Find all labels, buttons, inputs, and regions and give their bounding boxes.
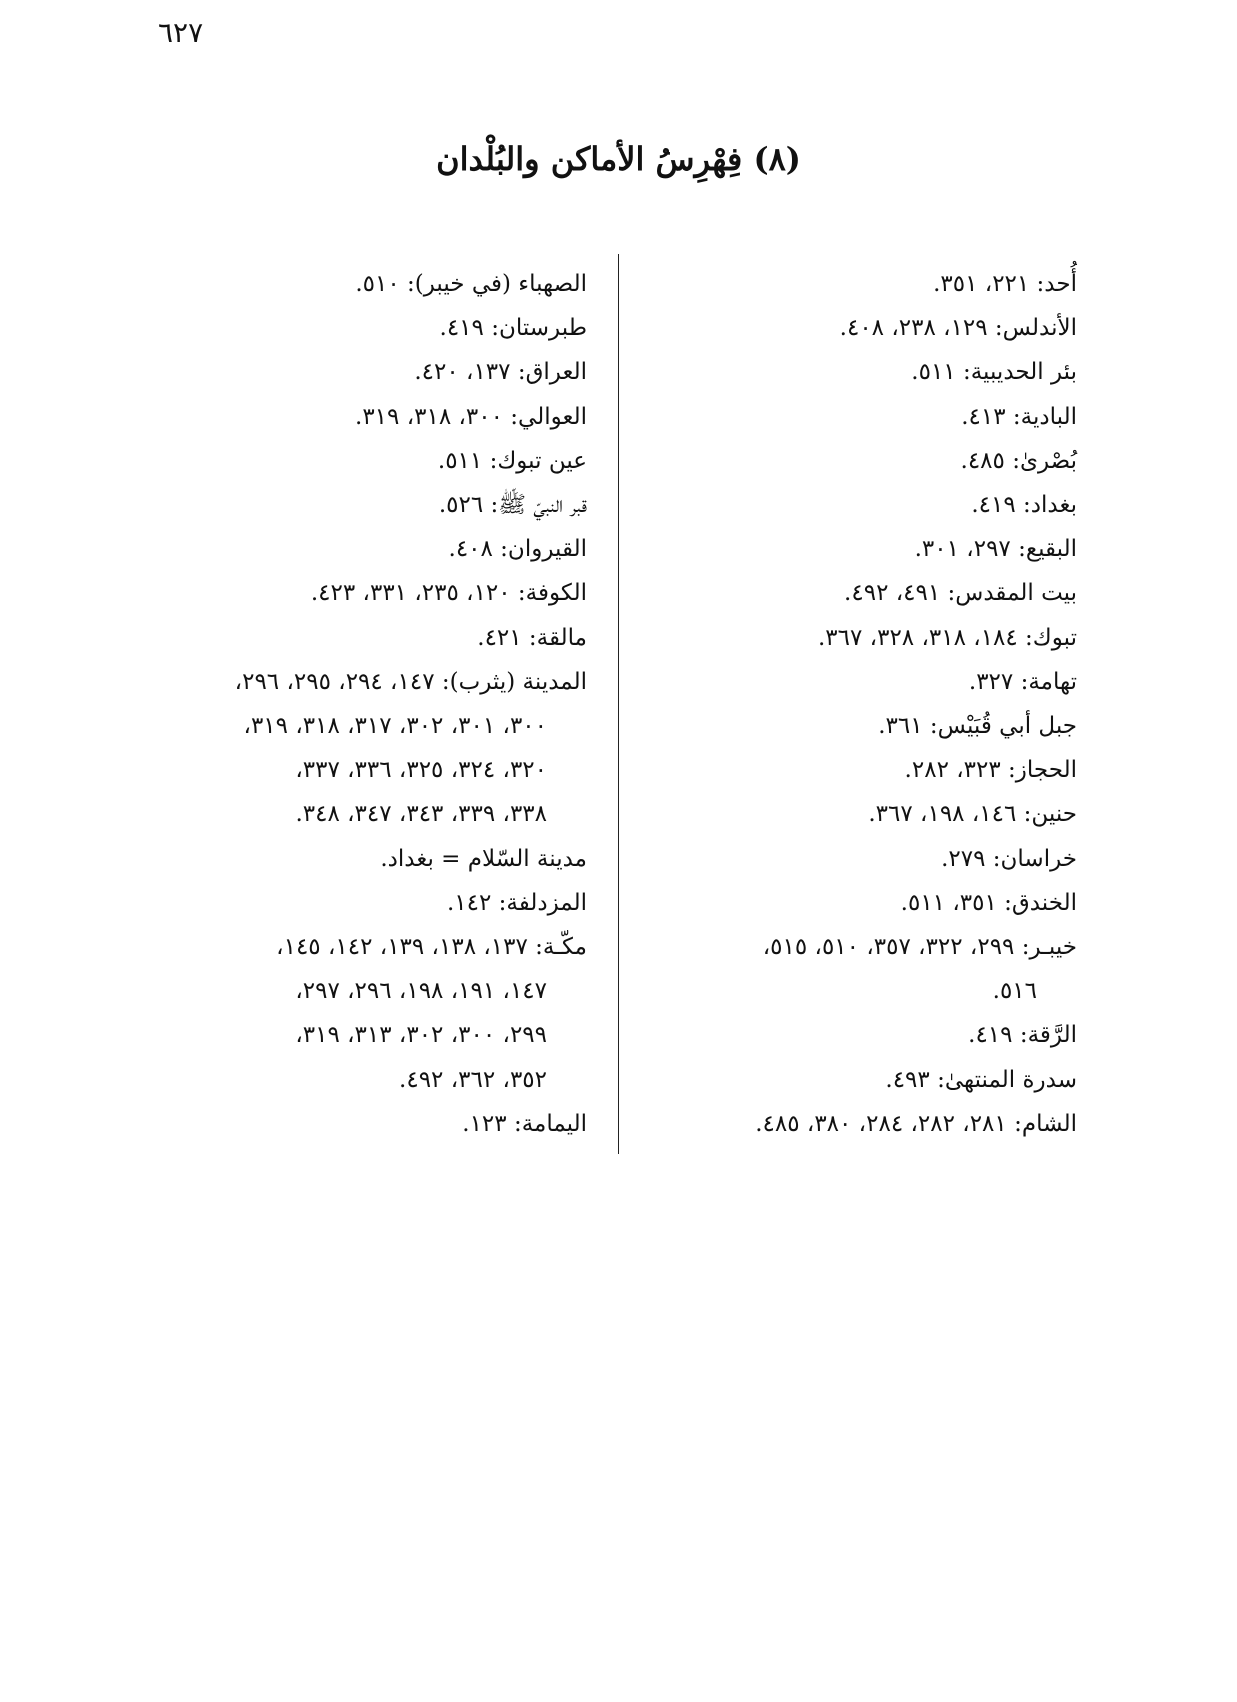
index-entry: الأندلس: ١٢٩، ٢٣٨، ٤٠٨. [839,315,1077,342]
index-entry: الكوفة: ١٢٠، ٢٣٥، ٣٣١، ٤٢٣. [310,580,587,607]
index-entry: عين تبوك: ٥١١. [437,447,587,474]
index-entry: اليمامة: ١٢٣. [462,1110,587,1137]
index-entry: الخندق: ٣٥١، ٥١١. [900,889,1077,916]
index-entry: تبوك: ١٨٤، ٣١٨، ٣٢٨، ٣٦٧. [817,624,1077,651]
index-entry: العراق: ١٣٧، ٤٢٠. [414,359,587,386]
index-entry: مدينة السّلام = بغداد. [380,845,587,872]
index-entry: البادية: ٤١٣. [961,403,1077,430]
index-entry: بيت المقدس: ٤٩١، ٤٩٢. [844,580,1077,607]
index-entry: بغداد: ٤١٩. [971,492,1077,519]
index-entry: الصهباء (في خيبر): ٥١٠. [355,271,587,297]
index-entry-continuation: ٣٢٠، ٣٢٤، ٣٢٥، ٣٣٦، ٣٣٧، [295,757,547,784]
index-entry: قبر النبيّ ﷺ: ٥٢٦. [438,492,587,519]
index-entry: طبرستان: ٤١٩. [439,315,587,342]
index-entry: خيبـر: ٢٩٩، ٣٢٢، ٣٥٧، ٥١٠، ٥١٥، [762,934,1077,961]
index-entry: خراسان: ٢٧٩. [941,845,1077,872]
page-title: (٨) فِهْرِسُ الأماكن والبُلْدان [436,140,801,178]
index-entry: القيروان: ٤٠٨. [448,536,587,563]
index-entry-continuation: ١٤٧، ١٩١، ١٩٨، ٢٩٦، ٢٩٧، [295,978,547,1005]
index-column-right [627,262,1077,1146]
page-number: ٦٢٧ [158,16,204,49]
index-entry: مكّـة: ١٣٧، ١٣٨، ١٣٩، ١٤٢، ١٤٥، [276,934,587,961]
index-entry: العوالي: ٣٠٠، ٣١٨، ٣١٩. [355,403,587,430]
index-entry-continuation: ٢٩٩، ٣٠٠، ٣٠٢، ٣١٣، ٣١٩، [295,1022,547,1049]
index-entry: تهامة: ٣٢٧. [968,668,1077,695]
index-entry: سدرة المنتهىٰ: ٤٩٣. [885,1066,1077,1093]
index-entry: المدينة (يثرب): ١٤٧، ٢٩٤، ٢٩٥، ٢٩٦، [234,668,587,695]
index-entry-continuation: ٣٣٨، ٣٣٩، ٣٤٣، ٣٤٧، ٣٤٨. [295,801,547,828]
index-entry: بُصْرىٰ: ٤٨٥. [960,447,1077,474]
index-entry: أُحد: ٢٢١، ٣٥١. [933,271,1077,297]
index-entry: بئر الحديبية: ٥١١. [911,359,1077,386]
index-entry: جبل أبي قُبَيْس: ٣٦١. [878,713,1077,740]
index-entry: المزدلفة: ١٤٢. [446,889,587,916]
index-column-left [147,262,587,1146]
index-entry: مالقة: ٤٢١. [477,624,587,651]
index-entry-continuation: ٣٠٠، ٣٠١، ٣٠٢، ٣١٧، ٣١٨، ٣١٩، [243,713,547,740]
index-entry: البقيع: ٢٩٧، ٣٠١. [914,536,1077,563]
index-entry-continuation: ٥١٦. [992,978,1037,1005]
index-entry: الرَّقة: ٤١٩. [968,1022,1077,1049]
index-entry-continuation: ٣٥٢، ٣٦٢، ٤٩٢. [399,1066,547,1093]
index-entry: الحجاز: ٣٢٣، ٢٨٢. [904,757,1077,784]
index-entry: الشام: ٢٨١، ٢٨٢، ٢٨٤، ٣٨٠، ٤٨٥. [755,1110,1077,1137]
column-divider [618,254,619,1154]
index-entry: حنين: ١٤٦، ١٩٨، ٣٦٧. [868,801,1077,828]
